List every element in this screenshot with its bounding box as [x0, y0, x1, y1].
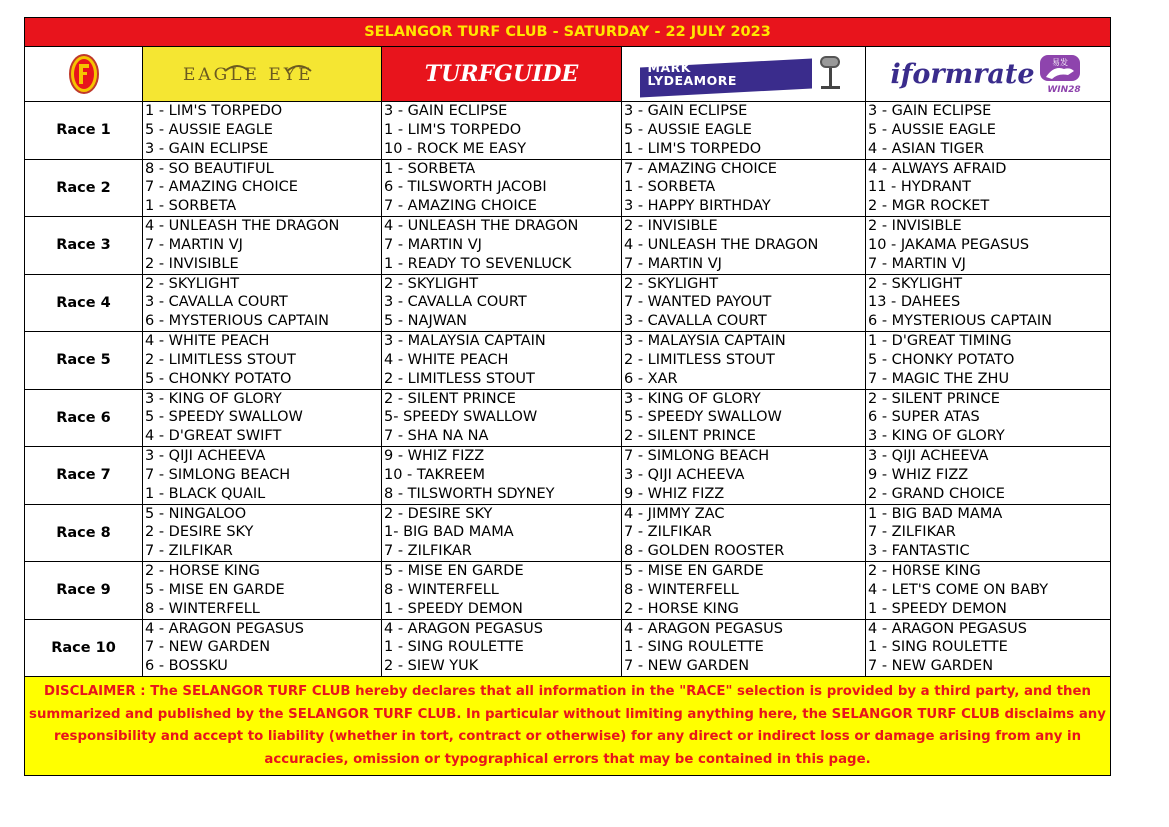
source-picks-cell: [143, 217, 382, 274]
horse-pick: 3 - HAPPY BIRTHDAY: [624, 198, 771, 215]
horse-pick: 5 - CHONKY POTATO: [145, 370, 292, 387]
race-row: [25, 102, 1110, 160]
source-picks-cell: [866, 332, 1110, 389]
eagle-eye-cell: [143, 47, 382, 101]
source-picks-cell: [143, 160, 382, 217]
horse-pick: 2 - DESIRE SKY: [384, 505, 493, 522]
horse-pick: 3 - QIJI ACHEEVA: [868, 448, 989, 464]
horse-pick: 3 - GAIN ECLIPSE: [145, 140, 269, 157]
source-picks-cell: [143, 562, 382, 619]
source-picks-cell: [622, 332, 866, 389]
horse-pick: 7 - AMAZING CHOICE: [624, 160, 777, 177]
source-logo-row: [25, 47, 1110, 102]
race-rows: [25, 102, 1110, 677]
source-picks-cell: [382, 275, 622, 332]
horse-pick: 7 - SIMLONG BEACH: [624, 448, 770, 464]
horse-pick: 5 - AUSSIE EAGLE: [624, 121, 752, 138]
horse-pick: 4 - D'GREAT SWIFT: [145, 428, 282, 445]
source-picks-cell: [143, 390, 382, 447]
horse-pick: 1 - BIG BAD MAMA: [868, 505, 1003, 522]
horse-pick: 6 - MYSTERIOUS CAPTAIN: [145, 313, 330, 330]
horse-pick: 2 - DESIRE SKY: [145, 524, 254, 541]
source-picks-cell: [866, 390, 1110, 447]
source-picks-cell: [382, 620, 622, 677]
horse-pick: 4 - ALWAYS AFRAID: [868, 160, 1007, 177]
source-picks-cell: [622, 102, 866, 159]
horse-pick: 3 - KING OF GLORY: [624, 390, 761, 407]
horse-pick: 8 - SO BEAUTIFUL: [145, 160, 274, 177]
race-label: Race 10: [25, 620, 143, 677]
race-selection-sheet: [24, 17, 1111, 776]
horse-pick: 1 - LIM'S TORPEDO: [624, 140, 762, 157]
horse-pick: 4 - WHITE PEACH: [145, 333, 270, 349]
source-picks-cell: [382, 102, 622, 159]
horse-pick: 3 - FANTASTIC: [868, 543, 970, 560]
horse-pick: 10 - JAKAMA PEGASUS: [868, 236, 1030, 253]
race-label: Race 5: [25, 332, 143, 389]
horse-pick: 9 - WHIZ FIZZ: [868, 466, 969, 483]
source-picks-cell: [382, 505, 622, 562]
horse-pick: 1 - SORBETA: [384, 160, 476, 177]
horse-pick: 6 - MYSTERIOUS CAPTAIN: [868, 313, 1053, 330]
race-label: Race 1: [25, 102, 143, 159]
horse-pick: 4 - ASIAN TIGER: [868, 140, 985, 157]
race-label: Race 2: [25, 160, 143, 217]
horse-pick: 4 - WHITE PEACH: [384, 351, 509, 368]
mark-first-name: MARK: [647, 60, 691, 75]
horse-pick: 2 - SKYLIGHT: [868, 275, 963, 292]
horse-pick: 2 - SKYLIGHT: [145, 275, 240, 292]
race-row: [25, 160, 1110, 218]
horse-pick: 7 - AMAZING CHOICE: [145, 179, 298, 196]
race-label: Race 4: [25, 275, 143, 332]
source-picks-cell: [866, 102, 1110, 159]
horse-pick: 1 - D'GREAT TIMING: [868, 333, 1012, 349]
source-picks-cell: [382, 217, 622, 274]
horse-pick: 11 - HYDRANT: [868, 179, 971, 196]
race-row: [25, 275, 1110, 333]
horse-pick: 3 - CAVALLA COURT: [384, 294, 527, 311]
race-row: [25, 217, 1110, 275]
horse-pick: 4 - UNLEASH THE DRAGON: [624, 236, 819, 253]
horse-pick: 7 - MARTIN VJ: [868, 255, 966, 272]
horse-pick: 7 - NEW GARDEN: [868, 658, 994, 675]
horse-pick: 7 - AMAZING CHOICE: [384, 198, 537, 215]
horse-pick: 5- SPEEDY SWALLOW: [384, 409, 538, 426]
horse-pick: 8 - WINTERFELL: [145, 600, 260, 617]
horse-pick: 4 - UNLEASH THE DRAGON: [384, 218, 579, 234]
source-picks-cell: [382, 390, 622, 447]
horse-pick: 1- BIG BAD MAMA: [384, 524, 514, 541]
race-row: [25, 332, 1110, 390]
race-row: [25, 620, 1110, 678]
horse-pick: 2 - SILENT PRINCE: [384, 390, 516, 407]
source-picks-cell: [382, 332, 622, 389]
horse-pick: 10 - ROCK ME EASY: [384, 140, 527, 157]
eagle-eye-icon: [177, 59, 347, 89]
horse-pick: 3 - GAIN ECLIPSE: [384, 103, 508, 119]
horse-pick: 8 - TILSWORTH SDYNEY: [384, 485, 555, 502]
horse-pick: 8 - WINTERFELL: [624, 581, 739, 598]
source-picks-cell: [143, 102, 382, 159]
source-picks-cell: [866, 562, 1110, 619]
horse-pick: 4 - ARAGON PEGASUS: [384, 620, 543, 637]
horse-pick: 3 - QIJI ACHEEVA: [145, 448, 266, 464]
race-label: Race 8: [25, 505, 143, 562]
horse-pick: 7 - MAGIC THE ZHU: [868, 370, 1010, 387]
horse-pick: 2 - SILENT PRINCE: [868, 390, 1000, 407]
horse-pick: 1 - BLACK QUAIL: [145, 485, 266, 502]
horse-pick: 1 - SING ROULETTE: [624, 639, 764, 656]
horse-pick: 5 - SPEEDY SWALLOW: [145, 409, 303, 426]
source-picks-cell: [143, 447, 382, 504]
source-picks-cell: [622, 447, 866, 504]
source-picks-cell: [866, 447, 1110, 504]
horse-pick: 9 - WHIZ FIZZ: [384, 448, 485, 464]
horse-pick: 4 - JIMMY ZAC: [624, 505, 725, 522]
mark-last-name: LYDEAMORE: [647, 73, 737, 88]
mark-lydeamore-cell: [622, 47, 866, 101]
horse-pick: 1 - SORBETA: [624, 179, 716, 196]
horse-pick: 6 - XAR: [624, 370, 678, 387]
horse-pick: 7 - ZILFIKAR: [145, 543, 233, 560]
win28-horse-icon: [1038, 53, 1086, 95]
horse-pick: 2 - SKYLIGHT: [624, 275, 719, 292]
iformrate-text: iformrate: [890, 58, 1035, 90]
race-label: Race 9: [25, 562, 143, 619]
horse-pick: 2 - LIMITLESS STOUT: [145, 351, 296, 368]
horse-pick: 13 - DAHEES: [868, 294, 961, 311]
horse-pick: 5 - NAJWAN: [384, 313, 468, 330]
horse-pick: 7 - MARTIN VJ: [384, 236, 482, 253]
horse-pick: 1 - SING ROULETTE: [384, 639, 524, 656]
race-row: [25, 447, 1110, 505]
horse-pick: 4 - ARAGON PEGASUS: [624, 620, 783, 637]
source-picks-cell: [382, 160, 622, 217]
source-picks-cell: [622, 505, 866, 562]
horse-pick: 2 - LIMITLESS STOUT: [624, 351, 775, 368]
horse-pick: 7 - NEW GARDEN: [624, 658, 750, 675]
horse-pick: 1 - READY TO SEVENLUCK: [384, 255, 572, 272]
horse-pick: 7 - SIMLONG BEACH: [145, 466, 291, 483]
horse-pick: 2 - SIEW YUK: [384, 658, 479, 675]
horse-pick: 5 - CHONKY POTATO: [868, 351, 1015, 368]
horse-pick: 7 - SHA NA NA: [384, 428, 489, 445]
horse-pick: 3 - GAIN ECLIPSE: [868, 103, 992, 119]
horse-pick: 3 - MALAYSIA CAPTAIN: [624, 333, 786, 349]
horse-pick: 10 - TAKREEM: [384, 466, 485, 483]
horse-pick: 1 - LIM'S TORPEDO: [145, 103, 283, 119]
source-picks-cell: [622, 390, 866, 447]
horse-pick: 5 - MISE EN GARDE: [384, 563, 524, 579]
source-picks-cell: [866, 620, 1110, 677]
source-picks-cell: [866, 217, 1110, 274]
horse-pick: 1 - LIM'S TORPEDO: [384, 121, 522, 138]
horse-pick: 3 - KING OF GLORY: [145, 390, 282, 407]
horse-pick: 8 - WINTERFELL: [384, 581, 499, 598]
horse-pick: 3 - GAIN ECLIPSE: [624, 103, 748, 119]
svg-text:易发: 易发: [1051, 58, 1068, 67]
svg-text:WIN28: WIN28: [1046, 85, 1081, 95]
disclaimer: DISCLAIMER : The SELANGOR TURF CLUB hereby declares that all information in the "RACE" selection is provided by a third party, and then summarized and published by the SELANGOR TURF CLUB. In particular without limiting anything here, the SELANGOR TURF CLUB disclaims any responsibility and accept to liability (whether in tort, contract or otherwise) for any direct or indirect loss or damage arising from any in accuracies, omission or typographical errors that may be contained in this page.: [25, 677, 1110, 775]
horse-pick: 6 - TILSWORTH JACOBI: [384, 179, 547, 196]
mark-lydeamore-logo: [634, 53, 854, 95]
club-crest-icon: [68, 53, 100, 95]
horse-pick: 4 - ARAGON PEGASUS: [145, 620, 304, 637]
horse-pick: 6 - BOSSKU: [145, 658, 228, 675]
source-picks-cell: [622, 562, 866, 619]
horse-pick: 1 - SPEEDY DEMON: [868, 600, 1007, 617]
horse-pick: 2 - INVISIBLE: [868, 218, 962, 234]
horse-pick: 5 - MISE EN GARDE: [624, 563, 764, 579]
horse-pick: 3 - KING OF GLORY: [868, 428, 1005, 445]
horse-pick: 2 - INVISIBLE: [624, 218, 718, 234]
horse-pick: 3 - CAVALLA COURT: [145, 294, 288, 311]
horse-pick: 7 - ZILFIKAR: [868, 524, 956, 541]
horse-pick: 7 - MARTIN VJ: [145, 236, 243, 253]
horse-pick: 2 - INVISIBLE: [145, 255, 239, 272]
horse-pick: 7 - NEW GARDEN: [145, 639, 271, 656]
source-picks-cell: [622, 620, 866, 677]
source-picks-cell: [143, 620, 382, 677]
horse-pick: 4 - ARAGON PEGASUS: [868, 620, 1027, 637]
source-picks-cell: [622, 160, 866, 217]
source-picks-cell: [143, 332, 382, 389]
race-row: [25, 562, 1110, 620]
svg-text:EAGLE EYE: EAGLE EYE: [183, 65, 314, 85]
horse-pick: 2 - HORSE KING: [624, 600, 739, 617]
horse-pick: 1 - SING ROULETTE: [868, 639, 1008, 656]
mark-lydeamore-text: [648, 61, 737, 87]
horse-pick: 9 - WHIZ FIZZ: [624, 485, 725, 502]
page-title: SELANGOR TURF CLUB - SATURDAY - 22 JULY 2023: [25, 18, 1110, 47]
horse-pick: 7 - ZILFIKAR: [384, 543, 472, 560]
race-row: [25, 505, 1110, 563]
source-picks-cell: [382, 562, 622, 619]
horse-pick: 5 - SPEEDY SWALLOW: [624, 409, 782, 426]
race-label: Race 6: [25, 390, 143, 447]
horse-pick: 7 - WANTED PAYOUT: [624, 294, 772, 311]
iformrate-logo: [890, 53, 1085, 95]
source-picks-cell: [622, 217, 866, 274]
turfguide-logo: [382, 47, 621, 101]
iformrate-cell: [866, 47, 1110, 101]
source-picks-cell: [143, 505, 382, 562]
horse-pick: 6 - SUPER ATAS: [868, 409, 980, 426]
horse-pick: 5 - MISE EN GARDE: [145, 581, 285, 598]
horse-pick: 1 - SORBETA: [145, 198, 237, 215]
horse-pick: 3 - MALAYSIA CAPTAIN: [384, 333, 546, 349]
source-picks-cell: [866, 275, 1110, 332]
turfguide-text: TURFGUIDE: [424, 61, 579, 87]
race-label: Race 3: [25, 217, 143, 274]
horse-pick: 3 - CAVALLA COURT: [624, 313, 767, 330]
club-logo-cell: [25, 47, 143, 101]
horse-pick: 2 - LIMITLESS STOUT: [384, 370, 535, 387]
horse-pick: 8 - GOLDEN ROOSTER: [624, 543, 785, 560]
microphone-icon: [812, 53, 850, 95]
horse-pick: 2 - MGR ROCKET: [868, 198, 990, 215]
horse-pick: 4 - UNLEASH THE DRAGON: [145, 218, 340, 234]
horse-pick: 2 - GRAND CHOICE: [868, 485, 1005, 502]
horse-pick: 1 - SPEEDY DEMON: [384, 600, 523, 617]
horse-pick: 2 - H0RSE KING: [868, 563, 981, 579]
horse-pick: 7 - MARTIN VJ: [624, 255, 722, 272]
horse-pick: 2 - SILENT PRINCE: [624, 428, 756, 445]
source-picks-cell: [866, 505, 1110, 562]
race-row: [25, 390, 1110, 448]
horse-pick: 7 - ZILFIKAR: [624, 524, 712, 541]
source-picks-cell: [143, 275, 382, 332]
horse-pick: 2 - HORSE KING: [145, 563, 260, 579]
horse-pick: 2 - SKYLIGHT: [384, 275, 479, 292]
source-picks-cell: [866, 160, 1110, 217]
turfguide-cell: [382, 47, 622, 101]
eagle-eye-logo: [143, 47, 381, 101]
source-picks-cell: [382, 447, 622, 504]
horse-pick: 5 - AUSSIE EAGLE: [145, 121, 273, 138]
horse-pick: 3 - QIJI ACHEEVA: [624, 466, 745, 483]
horse-pick: 5 - NINGALOO: [145, 505, 247, 522]
race-label: Race 7: [25, 447, 143, 504]
source-picks-cell: [622, 275, 866, 332]
win28-badge: [1038, 53, 1086, 95]
horse-pick: 5 - AUSSIE EAGLE: [868, 121, 996, 138]
horse-pick: 4 - LET'S COME ON BABY: [868, 581, 1049, 598]
